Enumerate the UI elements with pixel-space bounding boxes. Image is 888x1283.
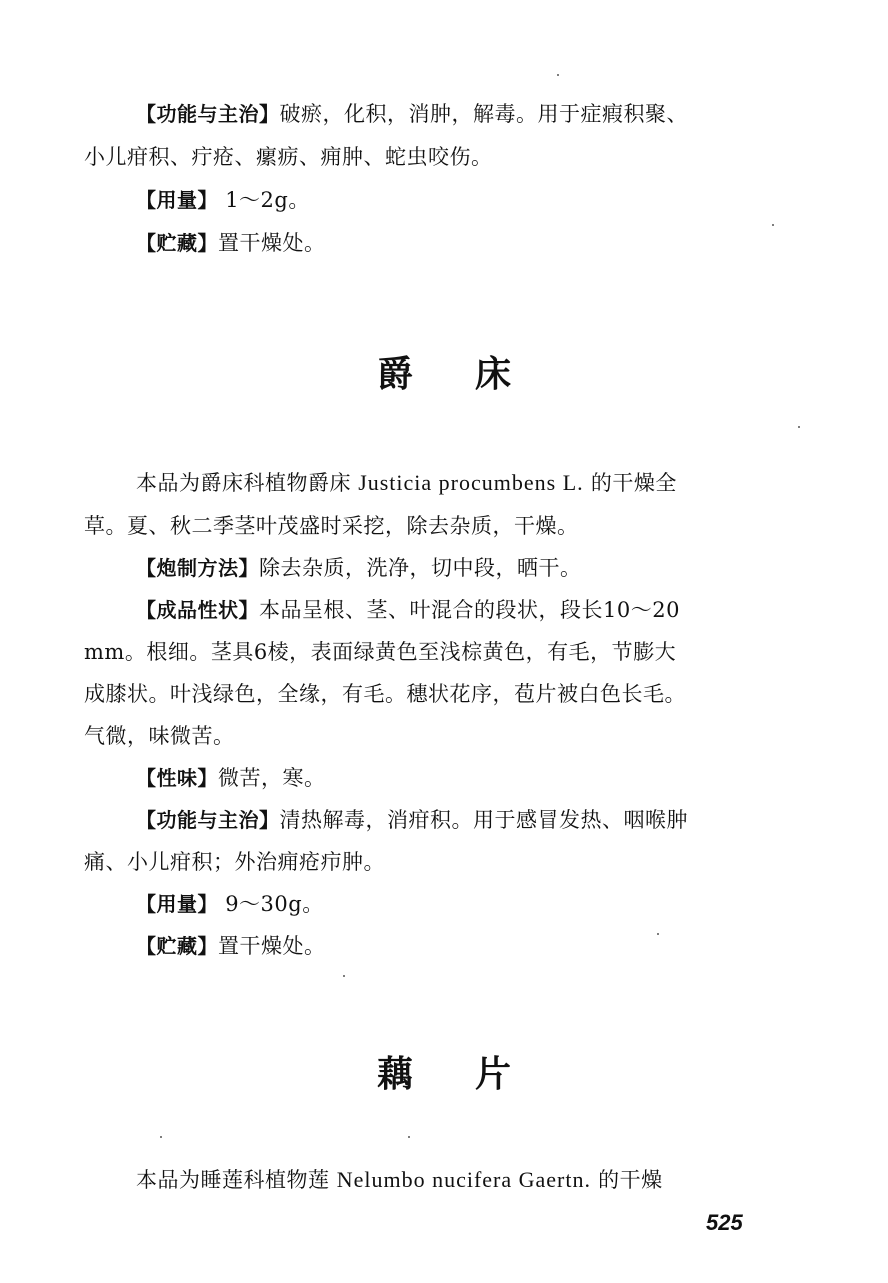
function-tag: 【功能与主治】 — [136, 808, 280, 832]
section1-dosage — [136, 185, 310, 215]
section2-taste — [136, 763, 326, 793]
function-text: 破瘀，化积，消肿，解毒。用于症瘕积聚、 — [279, 102, 688, 126]
character-text-4: 气微，味微苦。 — [84, 724, 235, 748]
section2-function-line1 — [136, 805, 688, 835]
section2-character-line4 — [84, 721, 235, 751]
scan-speck — [557, 74, 559, 76]
character-tag: 【成品性状】 — [136, 598, 259, 622]
taste-text: 微苦，寒。 — [218, 766, 326, 790]
character-text-3: 成膝状。叶浅绿色，全缘，有毛。穗状花序，苞片被白色长毛。 — [84, 682, 686, 706]
intro-text: 本品为睡莲科植物莲 — [136, 1168, 330, 1192]
section2-character-line2 — [84, 637, 676, 667]
section2-intro-line2 — [84, 511, 579, 541]
scan-speck — [798, 426, 800, 428]
section2-title: 爵床 — [376, 354, 573, 395]
dosage-text: 9～30g。 — [225, 892, 324, 916]
processing-text: 除去杂质，洗净，切中段，晒干。 — [259, 556, 582, 580]
scan-speck — [408, 1136, 410, 1138]
scan-speck — [772, 224, 774, 226]
intro-text: 本品为爵床科植物爵床 — [136, 471, 351, 495]
latin-name: Justicia procumbens L. — [358, 470, 584, 495]
section3-intro-line1 — [136, 1165, 663, 1195]
section2-intro-line1 — [136, 468, 677, 498]
dosage-tag: 【用量】 — [136, 892, 218, 916]
section2-character-line3 — [84, 679, 686, 709]
function-text-cont: 痛、小儿疳积；外治痈疮疖肿。 — [84, 850, 385, 874]
function-text-cont: 小儿疳积、疔疮、瘰疬、痈肿、蛇虫咬伤。 — [84, 145, 493, 169]
function-tag: 【功能与主治】 — [136, 102, 280, 126]
storage-tag: 【贮藏】 — [136, 231, 218, 255]
taste-tag: 【性味】 — [136, 766, 218, 790]
section1-storage — [136, 228, 326, 258]
section1-function-line2 — [84, 142, 493, 172]
latin-name: Nelumbo nucifera Gaertn. — [336, 1167, 591, 1192]
storage-tag: 【贮藏】 — [136, 934, 218, 958]
section2-processing — [136, 553, 582, 583]
storage-text: 置干燥处。 — [218, 934, 326, 958]
intro-tail: 的干燥全 — [590, 471, 677, 495]
storage-text: 置干燥处。 — [218, 231, 326, 255]
section3-title: 藕片 — [376, 1054, 573, 1095]
section2-character-line1 — [136, 595, 680, 625]
intro-text-cont: 草。夏、秋二季茎叶茂盛时采挖，除去杂质，干燥。 — [84, 514, 579, 538]
processing-tag: 【炮制方法】 — [136, 556, 259, 580]
scan-speck — [343, 975, 345, 977]
section2-storage — [136, 931, 326, 961]
character-text: 本品呈根、茎、叶混合的段状，段长10～20 — [259, 598, 680, 622]
character-text-2: mm。根细。茎具6棱，表面绿黄色至浅棕黄色，有毛，节膨大 — [84, 640, 677, 664]
intro-tail: 的干燥 — [598, 1168, 663, 1192]
section1-function-line1 — [136, 99, 688, 129]
dosage-text: 1～2g。 — [225, 188, 310, 212]
scan-speck — [657, 933, 659, 935]
dosage-tag: 【用量】 — [136, 188, 218, 212]
section2-function-line2 — [84, 847, 385, 877]
page-number: 525 — [706, 1210, 743, 1235]
function-text: 清热解毒，消疳积。用于感冒发热、咽喉肿 — [279, 808, 688, 832]
section2-dosage — [136, 889, 324, 919]
scan-speck — [160, 1136, 162, 1138]
